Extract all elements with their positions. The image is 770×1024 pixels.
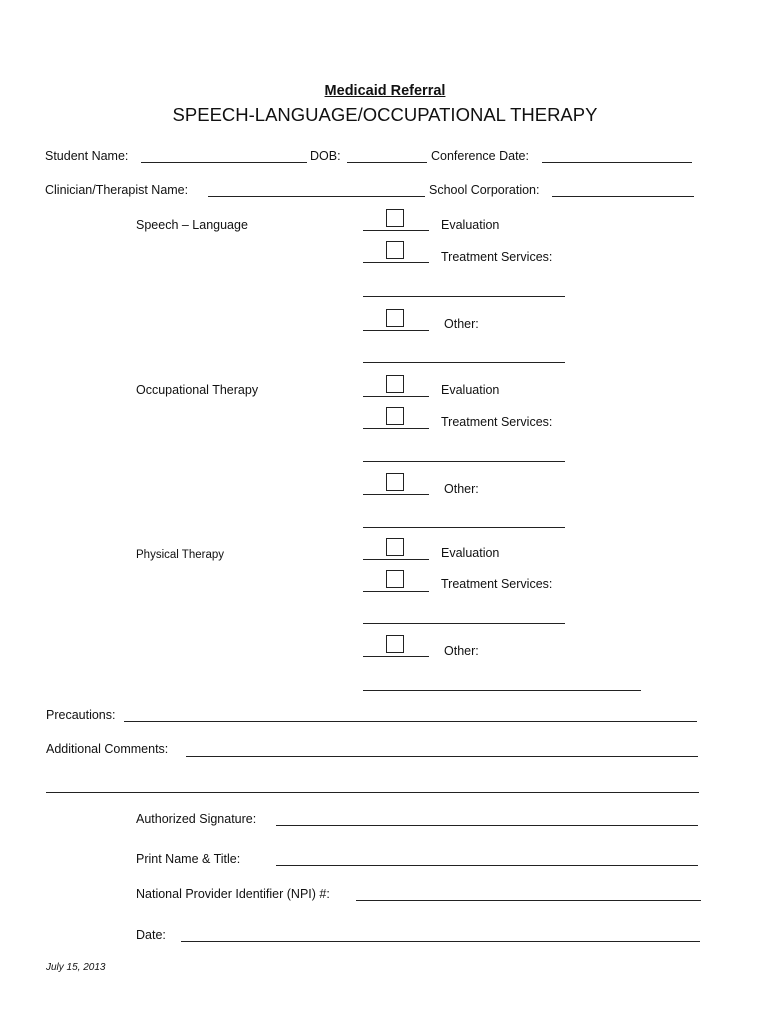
speech-other-label: Other: [444,317,479,331]
speech-treatment-checkbox[interactable] [386,241,404,259]
form-title: Medicaid Referral [324,83,446,99]
precautions-field[interactable] [124,721,697,722]
authorized-signature-label: Authorized Signature: [136,812,257,826]
pt-treatment-label: Treatment Services: [441,577,553,591]
pt-evaluation-checkbox[interactable] [386,538,404,556]
school-field[interactable] [552,196,694,197]
ot-treatment-label: Treatment Services: [441,415,553,429]
footer-date: July 15, 2013 [46,962,106,973]
dob-field[interactable] [347,162,427,163]
pt-treatment-field[interactable] [363,623,565,624]
speech-other-field[interactable] [363,362,565,363]
ot-other-field[interactable] [363,527,565,528]
form-subtitle: SPEECH-LANGUAGE/OCCUPATIONAL THERAPY [172,104,598,125]
speech-treatment-field[interactable] [363,296,565,297]
ot-other-checkbox[interactable] [386,473,404,491]
print-name-label: Print Name & Title: [136,852,241,866]
speech-language-label: Speech – Language [136,218,248,232]
conference-date-label: Conference Date: [431,149,529,163]
authorized-signature-field[interactable] [276,825,698,826]
pt-other-field[interactable] [363,690,641,691]
dob-label: DOB: [310,149,341,163]
clinician-label: Clinician/Therapist Name: [45,183,189,197]
physical-therapy-label: Physical Therapy [136,549,224,561]
print-name-field[interactable] [276,865,698,866]
npi-label: National Provider Identifier (NPI) #: [136,887,330,901]
additional-comments-field-2[interactable] [46,792,699,793]
speech-treatment-label: Treatment Services: [441,250,553,264]
date-label: Date: [136,928,166,942]
ot-treatment-field[interactable] [363,461,565,462]
pt-treatment-checkbox[interactable] [386,570,404,588]
ot-evaluation-label: Evaluation [441,383,500,397]
occupational-therapy-label: Occupational Therapy [136,383,259,397]
ot-treatment-checkbox[interactable] [386,407,404,425]
speech-other-checkbox[interactable] [386,309,404,327]
ot-evaluation-checkbox[interactable] [386,375,404,393]
precautions-label: Precautions: [46,708,116,722]
school-label: School Corporation: [429,183,540,197]
student-name-label: Student Name: [45,149,129,163]
additional-comments-label: Additional Comments: [46,742,169,756]
pt-evaluation-label: Evaluation [441,546,500,560]
speech-evaluation-checkbox[interactable] [386,209,404,227]
clinician-field[interactable] [208,196,425,197]
student-name-field[interactable] [141,162,307,163]
pt-other-label: Other: [444,644,479,658]
npi-field[interactable] [356,900,701,901]
additional-comments-field[interactable] [186,756,698,757]
pt-other-checkbox[interactable] [386,635,404,653]
speech-evaluation-label: Evaluation [441,218,500,232]
ot-other-label: Other: [444,482,479,496]
conference-date-field[interactable] [542,162,692,163]
date-field[interactable] [181,941,700,942]
